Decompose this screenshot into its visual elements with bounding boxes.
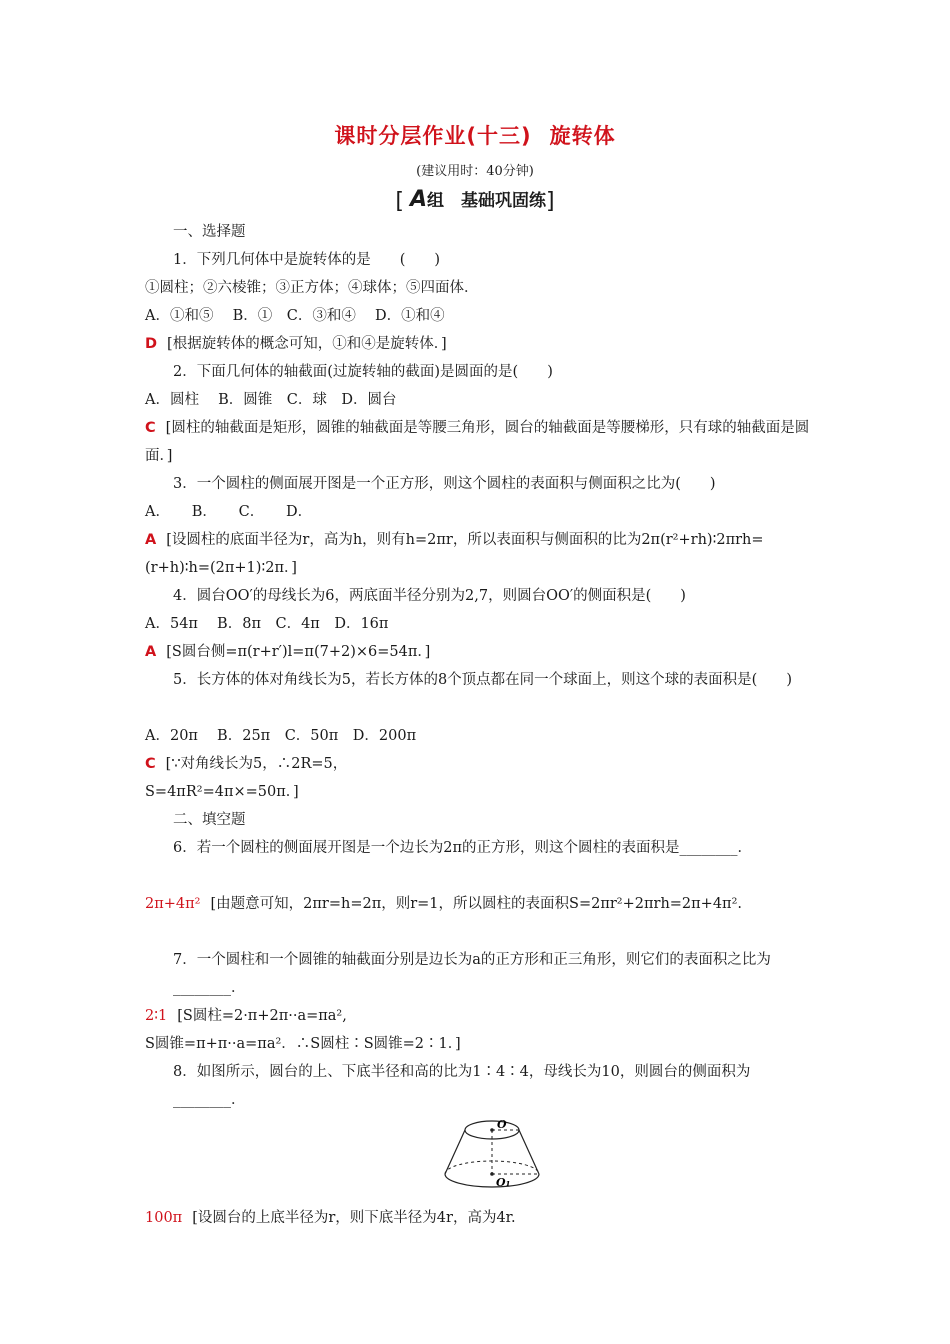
bottom-center-label: O₁ bbox=[496, 1176, 511, 1189]
answer-letter: D bbox=[145, 336, 158, 352]
right-slant-edge bbox=[519, 1130, 539, 1174]
question-4: 4．圆台OO′的母线长为6，两底面半径分别为2,7，则圆台OO′的侧面积是( ) bbox=[173, 588, 686, 604]
answer-letter: C bbox=[145, 756, 156, 772]
answer-letter: A bbox=[145, 644, 157, 660]
answer-7-continued: S圆锥=π+π··a=πa²．∴S圆柱∶S圆锥=2∶1．] bbox=[145, 1036, 461, 1052]
answer-5 bbox=[145, 750, 817, 778]
answer-5-continued: S=4πR²=4π×=50π．] bbox=[145, 784, 299, 800]
answer-letter: A bbox=[145, 532, 157, 548]
group-label: 组 基础巩固练 bbox=[427, 191, 547, 211]
question-5: 5．长方体的体对角线长为5，若长方体的8个顶点都在同一个球面上，则这个球的表面积是( ) bbox=[173, 672, 792, 688]
question-7: 7．一个圆柱和一个圆锥的轴截面分别是边长为a的正方形和正三角形，则它们的表面积之比为________． bbox=[173, 952, 771, 996]
question-3-options: A． B． C． D． bbox=[145, 504, 313, 520]
question-2: 2．下面几何体的轴截面(过旋转轴的截面)是圆面的是( ) bbox=[173, 364, 553, 380]
section-heading: 二、填空题 bbox=[173, 812, 246, 828]
answer-text: [由题意可知，2πr=h=2π，则r=1，所以圆柱的表面积S=2πr²+2πrh=2π+4π². bbox=[210, 896, 743, 912]
group-close-bracket: ] bbox=[546, 189, 555, 214]
question-3: 3．一个圆柱的侧面展开图是一个正方形，则这个圆柱的表面积与侧面积之比为( ) bbox=[173, 476, 716, 492]
section-heading: 一、选择题 bbox=[173, 224, 246, 240]
answer-value: 2∶1 bbox=[145, 1008, 168, 1024]
answer-text: [根据旋转体的概念可知，①和④是旋转体．] bbox=[167, 336, 447, 352]
question-8: 8．如图所示，圆台的上、下底半径和高的比为1∶4∶4，母线长为10，则圆台的侧面积为________． bbox=[173, 1064, 751, 1108]
question-1-options: A．①和⑤ B．① C．③和④ D．①和④ bbox=[145, 308, 445, 324]
answer-7 bbox=[145, 1002, 817, 1030]
question-5-options: A．20π B．25π C．50π D．200π bbox=[145, 728, 417, 744]
answer-value: 100π bbox=[145, 1210, 183, 1226]
top-center-label: O bbox=[497, 1118, 507, 1131]
title-main: 课时分层作业(十三) bbox=[334, 124, 532, 148]
time-hint: (建议用时：40分钟) bbox=[416, 164, 534, 179]
answer-text: [设圆柱的底面半径为r，高为h，则有h=2πr，所以表面积与侧面积的比为2π(r²+rh)∶2πrh=(r+h)∶h=(2π+1)∶2π．] bbox=[145, 532, 764, 576]
answer-3 bbox=[145, 526, 817, 582]
group-heading bbox=[0, 186, 950, 214]
answer-letter: C bbox=[145, 420, 156, 436]
answer-6 bbox=[145, 890, 817, 946]
document-body bbox=[145, 218, 817, 1232]
answer-text: [圆柱的轴截面是矩形，圆锥的轴截面是等腰三角形，圆台的轴截面是等腰梯形，只有球的轴截面是圆面．] bbox=[145, 420, 810, 464]
bottom-center-point bbox=[490, 1172, 494, 1176]
left-slant-edge bbox=[445, 1130, 465, 1174]
answer-8 bbox=[145, 1204, 817, 1232]
group-letter: A bbox=[409, 187, 428, 212]
frustum-figure bbox=[145, 1114, 817, 1204]
answer-2 bbox=[145, 414, 817, 470]
group-open-bracket: [ bbox=[395, 189, 404, 214]
answer-text: [∵对角线长为5，∴2R=5， bbox=[165, 756, 348, 772]
page-title bbox=[0, 120, 950, 150]
question-4-options: A．54π B．8π C．4π D．16π bbox=[145, 616, 389, 632]
answer-text: [S圆柱=2·π+2π··a=πa², bbox=[177, 1008, 347, 1024]
top-center-point bbox=[490, 1128, 494, 1132]
question-1-items: ①圆柱；②六棱锥；③正方体；④球体；⑤四面体． bbox=[145, 280, 479, 296]
answer-text: [S圆台侧=π(r+r′)l=π(7+2)×6=54π．] bbox=[166, 644, 431, 660]
frustum-diagram bbox=[437, 1116, 547, 1202]
question-2-options: A．圆柱 B．圆锥 C．球 D．圆台 bbox=[145, 392, 397, 408]
question-1: 1．下列几何体中是旋转体的是 ( ) bbox=[173, 252, 441, 268]
title-sub: 旋转体 bbox=[549, 124, 616, 148]
answer-text: [设圆台的上底半径为r，则下底半径为4r，高为4r. bbox=[192, 1210, 516, 1226]
question-6: 6．若一个圆柱的侧面展开图是一个边长为2π的正方形，则这个圆柱的表面积是________． bbox=[173, 840, 752, 856]
bottom-base-front-arc bbox=[445, 1174, 539, 1187]
answer-4 bbox=[145, 638, 817, 666]
answer-1 bbox=[145, 330, 817, 358]
answer-value: 2π+4π² bbox=[145, 896, 201, 912]
